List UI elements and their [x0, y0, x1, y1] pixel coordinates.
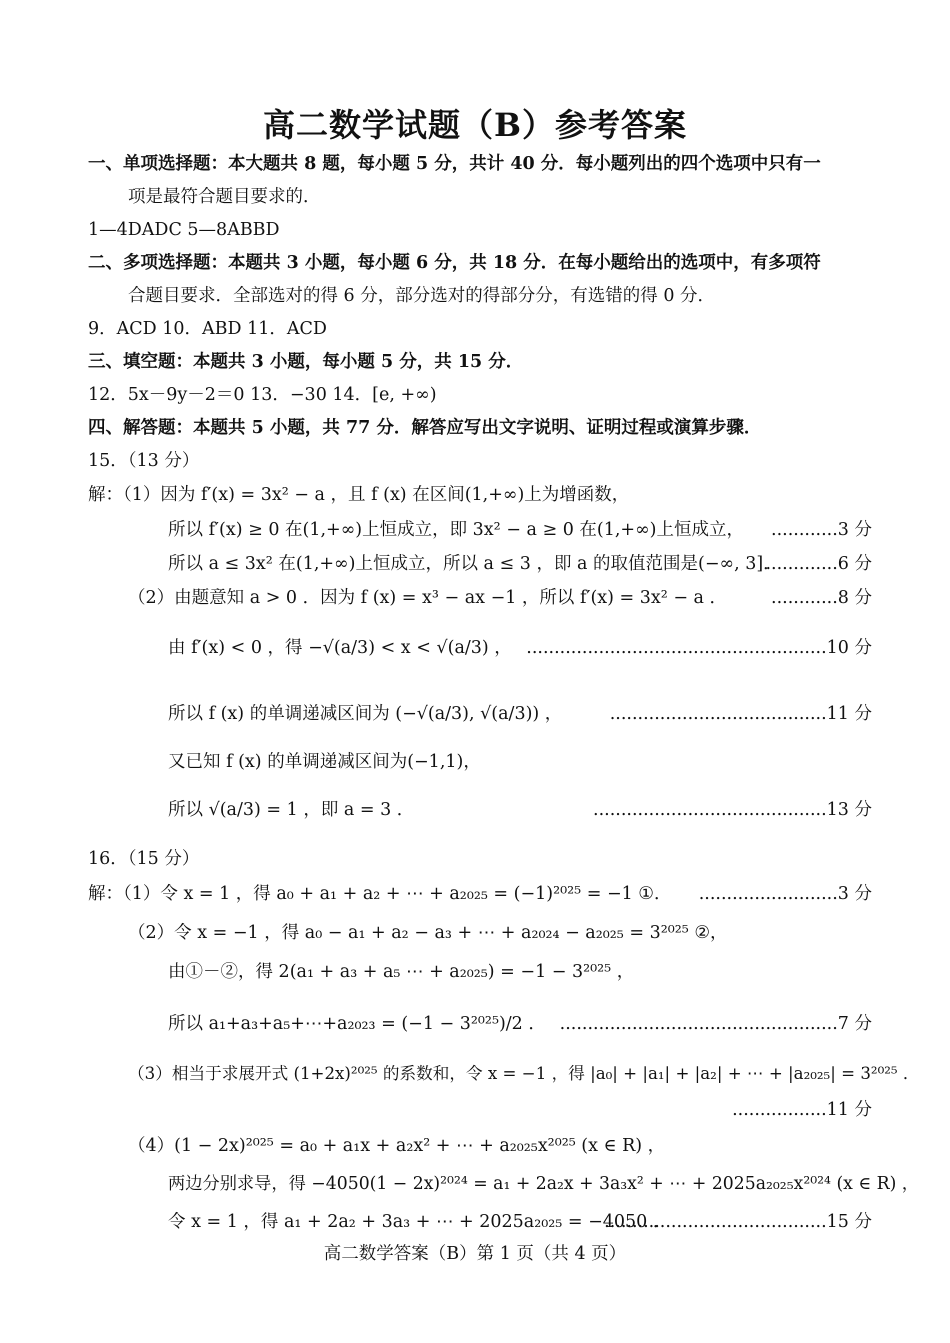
q16-line: 所以 a₁+a₃+a₅+⋯+a₂₀₂₃ = (−1 − 3²⁰²⁵)/2 ．	[168, 1014, 546, 1034]
q15-line: 解：（1）因为 f′(x) = 3x² − a ，且 f (x) 在区间(1,+∞)上为增函数，	[88, 485, 630, 505]
q15-score: ......................................................10 分	[526, 638, 872, 658]
q16-line: （4）(1 − 2x)²⁰²⁵ = a₀ + a₁x + a₂x² + ⋯ + a₂₀₂₅x²⁰²⁵ (x ∈ R) ，	[128, 1136, 666, 1156]
q16-score: ........................................15 分	[604, 1212, 872, 1232]
q16-line: 两边分别求导，得 −4050(1 − 2x)²⁰²⁴ = a₁ + 2a₂x + 3a₃x² + ⋯ + 2025a₂₀₂₅x²⁰²⁴ (x ∈ R) ，	[168, 1174, 920, 1194]
q16-line: （3）相当于求展开式 (1+2x)²⁰²⁵ 的系数和，令 x = −1 ，得 |a₀| + |a₁| + |a₂| + ⋯ + |a₂₀₂₅| = 3²⁰²⁵ ．	[128, 1064, 920, 1083]
section3-answers: 12．5x－9y－2＝0 13．−30 14．[e, +∞)	[88, 385, 437, 405]
q15-score: ............8 分	[771, 588, 872, 608]
q16-score: ..................................................7 分	[559, 1014, 872, 1034]
section4-heading: 四、解答题：本题共 5 小题，共 77 分．解答应写出文字说明、证明过程或演算步骤．	[88, 418, 762, 438]
q15-score: .............6 分	[765, 554, 872, 574]
section2-heading: 二、多项选择题：本题共 3 小题，每小题 6 分，共 18 分．在每小题给出的选项中，有多项符	[88, 253, 821, 273]
page-footer: 高二数学答案（B）第 1 页（共 4 页）	[323, 1244, 627, 1264]
q15-score: ............3 分	[771, 520, 872, 540]
q15-line: 所以 f′(x) ≥ 0 在(1,+∞)上恒成立，即 3x² − a ≥ 0 在(1,+∞)上恒成立，	[168, 520, 744, 540]
section1-heading: 一、单项选择题：本大题共 8 题，每小题 5 分，共计 40 分．每小题列出的四个选项中只有一	[88, 154, 821, 174]
q16-score: .................11 分	[732, 1100, 872, 1120]
q15-line: 由 f′(x) < 0 ，得 −√(a/3) < x < √(a/3) ，	[168, 638, 512, 658]
page-title: 高二数学试题（B）参考答案	[262, 106, 688, 144]
section2-answers: 9．ACD 10．ABD 11．ACD	[88, 319, 327, 339]
q15-score: ..........................................13 分	[593, 800, 872, 820]
section3-heading: 三、填空题：本题共 3 小题，每小题 5 分，共 15 分．	[88, 352, 524, 372]
q15-line: 又已知 f (x) 的单调递减区间为(−1,1)，	[168, 752, 481, 772]
q15-line: 所以 f (x) 的单调递减区间为 (−√(a/3), √(a/3)) ，	[168, 704, 563, 724]
section1-answers: 1—4DADC 5—8ABBD	[88, 220, 280, 240]
q15-header: 15．（13 分）	[88, 451, 200, 471]
q15-line: （2）由题意知 a > 0 ．因为 f (x) = x³ − ax −1 ，所以 f′(x) = 3x² − a ．	[128, 588, 728, 608]
q16-line: 由①－②，得 2(a₁ + a₃ + a₅ ⋯ + a₂₀₂₅) = −1 − 3²⁰²⁵ ，	[168, 962, 635, 982]
q15-line: 所以 √(a/3) = 1 ，即 a = 3 ．	[168, 800, 415, 820]
q16-line: 解：（1）令 x = 1 ，得 a₀ + a₁ + a₂ + ⋯ + a₂₀₂₅ = (−1)²⁰²⁵ = −1 ①．	[88, 884, 672, 904]
q16-line: 令 x = 1 ，得 a₁ + 2a₂ + 3a₃ + ⋯ + 2025a₂₀₂₅ = −4050 ．	[168, 1212, 671, 1232]
q15-score: .......................................11 分	[609, 704, 872, 724]
section2-heading-cont: 合题目要求．全部选对的得 6 分，部分选对的得部分分，有选错的得 0 分．	[128, 286, 716, 306]
q16-header: 16．（15 分）	[88, 849, 200, 869]
q16-score: .........................3 分	[698, 884, 872, 904]
section1-heading-cont: 项是最符合题目要求的．	[128, 187, 321, 207]
q16-line: （2）令 x = −1 ，得 a₀ − a₁ + a₂ − a₃ + ⋯ + a₂₀₂₄ − a₂₀₂₅ = 3²⁰²⁵ ②，	[128, 923, 728, 943]
q15-line: 所以 a ≤ 3x² 在(1,+∞)上恒成立，所以 a ≤ 3 ，即 a 的取值范围是(−∞, 3]．	[168, 554, 781, 574]
